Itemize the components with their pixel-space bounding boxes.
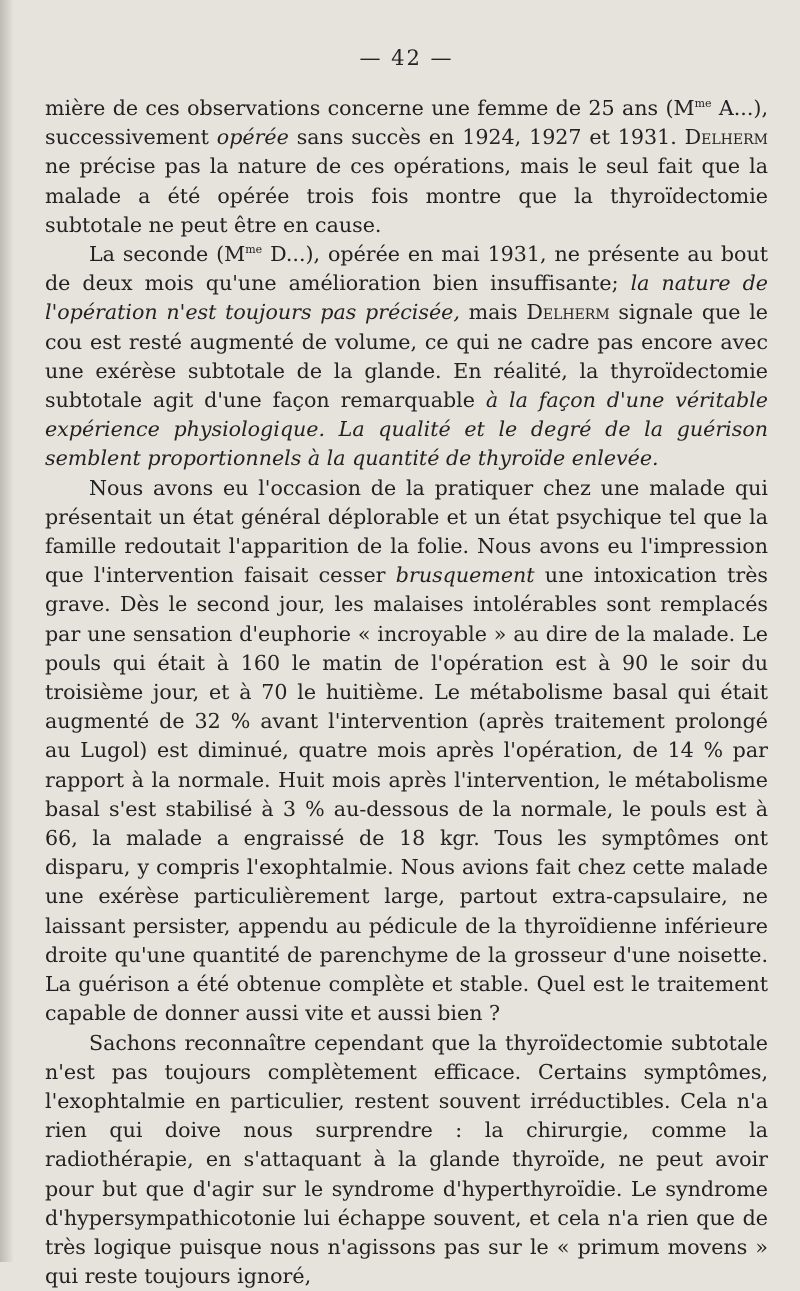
text-segment: ne précise pas la nature de ces opérations, mais le seul fait que la malade a été opérée trois fois montre que la thyroïdectomie subtotale ne peut être en cause. xyxy=(45,154,768,236)
page-number: — 42 — xyxy=(45,38,768,78)
paragraph xyxy=(45,474,768,1029)
paragraph xyxy=(45,94,768,240)
text-segment: signale que le cou est resté augmenté de volume, ce qui ne cadre pas encore avec une exérèse subtotale de la glande. En réalité, la thyroïdectomie subtotale agit d'une façon remarquable xyxy=(45,300,768,412)
document-page xyxy=(45,38,768,1291)
author-name: Delherm xyxy=(526,300,609,324)
paragraph xyxy=(45,1029,768,1291)
author-name: Delherm xyxy=(685,125,768,149)
text-segment: A...), successivement xyxy=(45,96,768,149)
book-binding-edge xyxy=(0,0,14,1262)
italic-text: brusquement xyxy=(396,563,535,587)
superscript: me xyxy=(695,97,712,110)
text-segment: une intoxication très grave. Dès le second jour, les malaises intolérables sont remplacés par une sensation d'euphorie « incroyable » au dire de la malade. Le pouls qui était à 160 le matin de l'opération est à 90 le soir du troisième jour, et à 70 le huitième. Le métabolisme basal qui était augmenté de 32 % avant l'intervention (après traitement prolongé au Lugol) est diminué, quatre mois après l'opération, de 14 % par rapport à la normale. Huit mois après l'intervention, le métabolisme basal s'est stabilisé à 3 % au-dessous de la normale, le pouls est à 66, la malade a engraissé de 18 kgr. Tous les symptômes ont disparu, y compris l'exophtalmie. Nous avions fait chez cette malade une exérèse particulièrement large, partout extra-capsulaire, ne laissant persister, appendu au pédicule de la thyroïdienne inférieure droite qu'une quantité de parenchyme de la grosseur d'une noisette. La guérison a été obtenue complète et stable. Quel est le traitement capable de donner aussi vite et aussi bien ? xyxy=(45,563,768,1025)
text-segment: D...), opérée en mai 1931, ne présente au bout de deux mois qu'une amélioration bien insuffisante; xyxy=(45,242,768,295)
text-segment: mais xyxy=(460,300,526,324)
superscript: me xyxy=(245,243,262,256)
text-segment: La seconde (M xyxy=(89,242,245,266)
italic-text: opérée xyxy=(217,125,289,149)
text-segment: Nous avons eu l'occasion de la pratiquer chez une malade qui présentait un état général déplorable et un état psychique tel que la famille redoutait l'apparition de la folie. Nous avons eu l'impression que l'intervention faisait cesser xyxy=(45,476,768,588)
text-segment: mière de ces observations concerne une femme de 25 ans (M xyxy=(45,96,695,120)
italic-text: à la façon d'une véritable expérience physiologique. La qualité et le degré de la guérison semblent proportionnels à la quantité de thyroïde enlevée. xyxy=(45,388,768,470)
italic-text: la nature de l'opération n'est toujours pas précisée, xyxy=(45,271,768,324)
paragraph xyxy=(45,240,768,474)
text-segment: sans succès en 1924, 1927 et 1931. xyxy=(289,125,685,149)
body-text xyxy=(45,94,768,1291)
text-segment: Sachons reconnaître cependant que la thyroïdectomie subtotale n'est pas toujours complètement efficace. Certains symptômes, l'exophtalmie en particulier, restent souvent irréductibles. Cela n'a rien qui doive nous surprendre : la chirurgie, comme la radiothérapie, en s'attaquant à la glande thyroïde, ne peut avoir pour but que d'agir sur le syndrome d'hyperthyroïdie. Le syndrome d'hypersympathicotonie lui échappe souvent, et cela n'a rien que de très logique puisque nous n'agissons pas sur le « primum movens » qui reste toujours ignoré, xyxy=(45,1031,768,1289)
